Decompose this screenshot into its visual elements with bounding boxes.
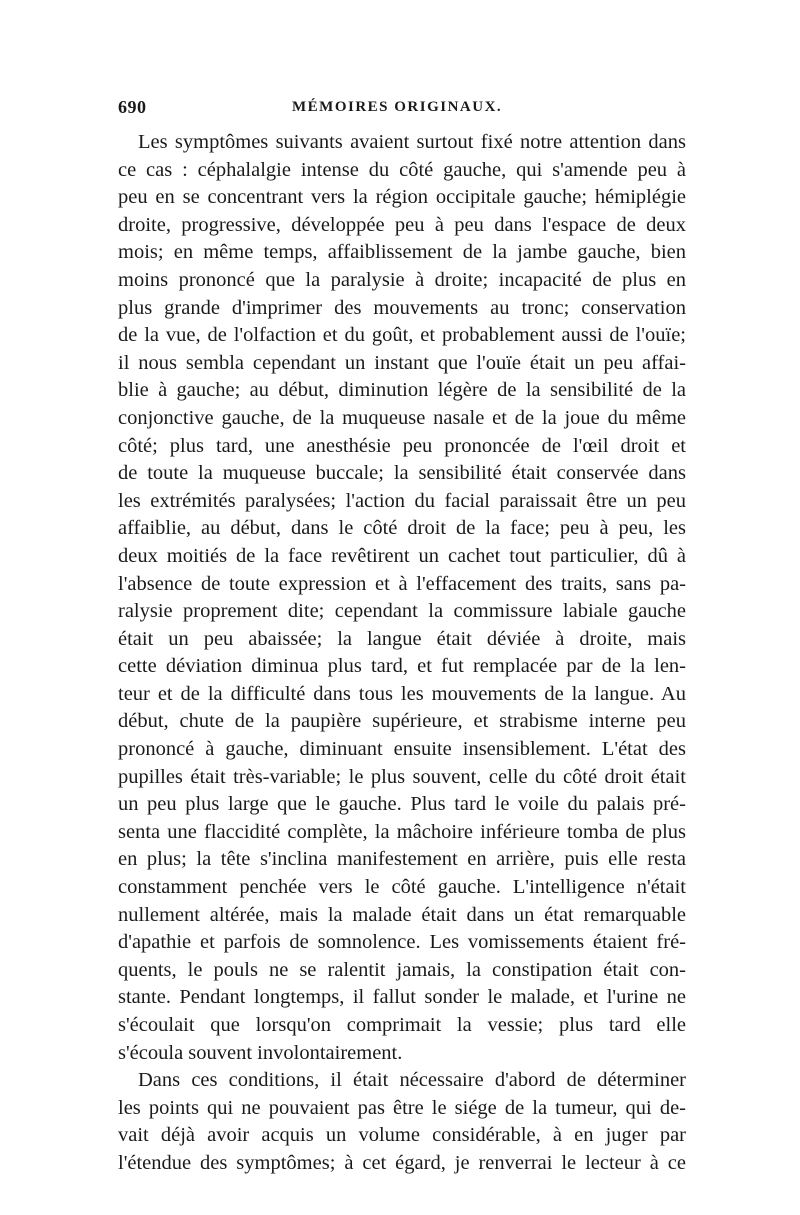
text-line: un peu plus large que le gauche. Plus tard le voile du palais pré- — [118, 793, 686, 816]
page-number: 690 — [118, 97, 147, 117]
text-line: était un peu abaissée; la langue était déviée à droite, mais — [118, 627, 686, 650]
text-line: peu en se concentrant vers la région occipitale gauche; hémiplégie — [118, 186, 686, 209]
text-line: ralysie proprement dite; cependant la commissure labiale gauche — [118, 600, 686, 623]
text-line: les extrémités paralysées; l'action du facial paraissait être un peu — [118, 489, 686, 512]
text-line: affaiblie, au début, dans le côté droit de la face; peu à peu, les — [118, 517, 686, 540]
text-line: senta une flaccidité complète, la mâchoire inférieure tomba de plus — [118, 820, 686, 843]
text-line: mois; en même temps, affaiblissement de la jambe gauche, bien — [118, 241, 686, 264]
body-text — [118, 129, 686, 1178]
text-line: Les symptômes suivants avaient surtout fixé notre attention dans — [138, 131, 686, 153]
text-line: droite, progressive, développée peu à peu dans l'espace de deux — [118, 213, 686, 236]
text-line: d'apathie et parfois de somnolence. Les vomissements étaient fré- — [118, 931, 686, 954]
text-line: prononcé à gauche, diminuant ensuite insensiblement. L'état des — [118, 738, 686, 761]
text-line: constamment penchée vers le côté gauche. L'intelligence n'était — [118, 876, 686, 899]
text-line: teur et de la difficulté dans tous les mouvements de la langue. Au — [118, 682, 686, 705]
text-line: en plus; la tête s'inclina manifestement en arrière, puis elle resta — [118, 848, 686, 871]
text-line: Dans ces conditions, il était nécessaire d'abord de déterminer — [138, 1069, 686, 1092]
text-line: deux moitiés de la face revêtirent un cachet tout particulier, dû à — [118, 544, 686, 567]
text-line: nullement altérée, mais la malade était dans un état remarquable — [118, 903, 686, 926]
text-line: moins prononcé que la paralysie à droite; incapacité de plus en — [118, 268, 686, 291]
page-header — [118, 97, 686, 123]
text-line: les points qui ne pouvaient pas être le siége de la tumeur, qui de- — [118, 1096, 686, 1119]
text-line: s'écoula souvent involontairement. — [118, 1041, 403, 1064]
text-line: cette déviation diminua plus tard, et fut remplacée par de la len- — [118, 655, 686, 678]
text-line: il nous sembla cependant un instant que l'ouïe était un peu affai- — [118, 351, 686, 374]
text-line: conjonctive gauche, de la muqueuse nasale et de la joue du même — [118, 406, 686, 429]
text-line: s'écoulait que lorsqu'on comprimait la vessie; plus tard elle — [118, 1014, 686, 1036]
running-title: MÉMOIRES ORIGINAUX. — [292, 99, 503, 115]
text-line: côté; plus tard, une anesthésie peu prononcée de l'œil droit et — [118, 434, 686, 457]
text-line: l'étendue des symptômes; à cet égard, je renverrai le lecteur à ce — [118, 1151, 686, 1174]
text-line: de toute la muqueuse buccale; la sensibilité était conservée dans — [118, 462, 686, 485]
text-line: début, chute de la paupière supérieure, et strabisme interne peu — [118, 710, 686, 733]
text-line: stante. Pendant longtemps, il fallut sonder le malade, et l'urine ne — [118, 986, 686, 1009]
text-line: quents, le pouls ne se ralentit jamais, la constipation était con- — [118, 958, 686, 981]
text-line: pupilles était très-variable; le plus souvent, celle du côté droit était — [118, 765, 686, 788]
text-line: blie à gauche; au début, diminution légère de la sensibilité de la — [118, 379, 686, 402]
text-line: ce cas : céphalalgie intense du côté gauche, qui s'amende peu à — [118, 158, 686, 181]
text-line: plus grande d'imprimer des mouvements au tronc; conservation — [118, 296, 686, 319]
text-line: de la vue, de l'olfaction et du goût, et probablement aussi de l'ouïe; — [118, 324, 686, 347]
text-line: l'absence de toute expression et à l'effacement des traits, sans pa- — [118, 572, 686, 595]
text-line: vait déjà avoir acquis un volume considérable, à en juger par — [118, 1124, 686, 1147]
